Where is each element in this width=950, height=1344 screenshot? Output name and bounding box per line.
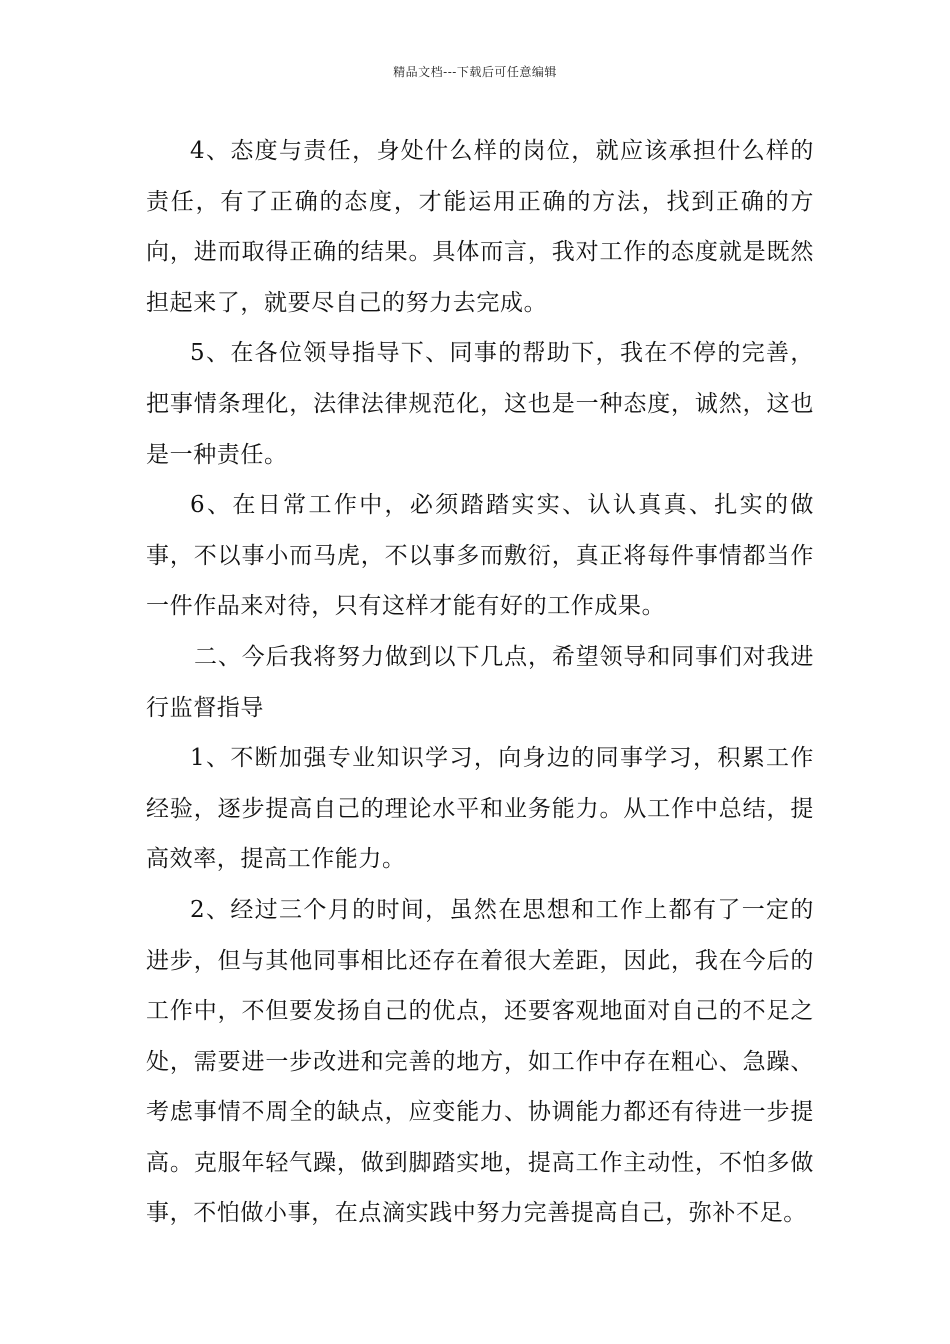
paragraph-daily-work: 6、在日常工作中，必须踏踏实实、认认真真、扎实的做事，不以事小而马虎，不以事多而敷衍，真正将每件事情都当作一件作品来对待，只有这样才能有好的工作成果。 [146,492,814,620]
page-header: 精品文档---下载后可任意编辑 [393,65,557,79]
document-body [146,126,814,1239]
paragraph-leadership-guidance: 5、在各位领导指导下、同事的帮助下，我在不停的完善，把事情条理化，法律法律规范化，这也是一种态度，诚然，这也是一种责任。 [146,340,814,468]
paragraph-study: 1、不断加强专业知识学习，向身边的同事学习，积累工作经验，逐步提高自己的理论水平和业务能力。从工作中总结，提高效率，提高工作能力。 [146,745,814,873]
paragraph-attitude-responsibility: 4、态度与责任，身处什么样的岗位，就应该承担什么样的责任，有了正确的态度，才能运用正确的方法，找到正确的方向，进而取得正确的结果。具体而言，我对工作的态度就是既然担起来了，就要尽自己的努力去完成。 [146,138,814,316]
section-heading-future-plans: 二、今后我将努力做到以下几点，希望领导和同事们对我进行监督指导 [146,643,814,721]
paragraph-improvement: 2、经过三个月的时间，虽然在思想和工作上都有了一定的进步，但与其他同事相比还存在着很大差距，因此，我在今后的工作中，不但要发扬自己的优点，还要客观地面对自己的不足之处，需要进一步改进和完善的地方，如工作中存在粗心、急躁、考虑事情不周全的缺点，应变能力、协调能力都还有待进一步提高。克服年轻气躁，做到脚踏实地，提高工作主动性，不怕多做事，不怕做小事，在点滴实践中努力完善提高自己，弥补不足。 [146,896,814,1227]
